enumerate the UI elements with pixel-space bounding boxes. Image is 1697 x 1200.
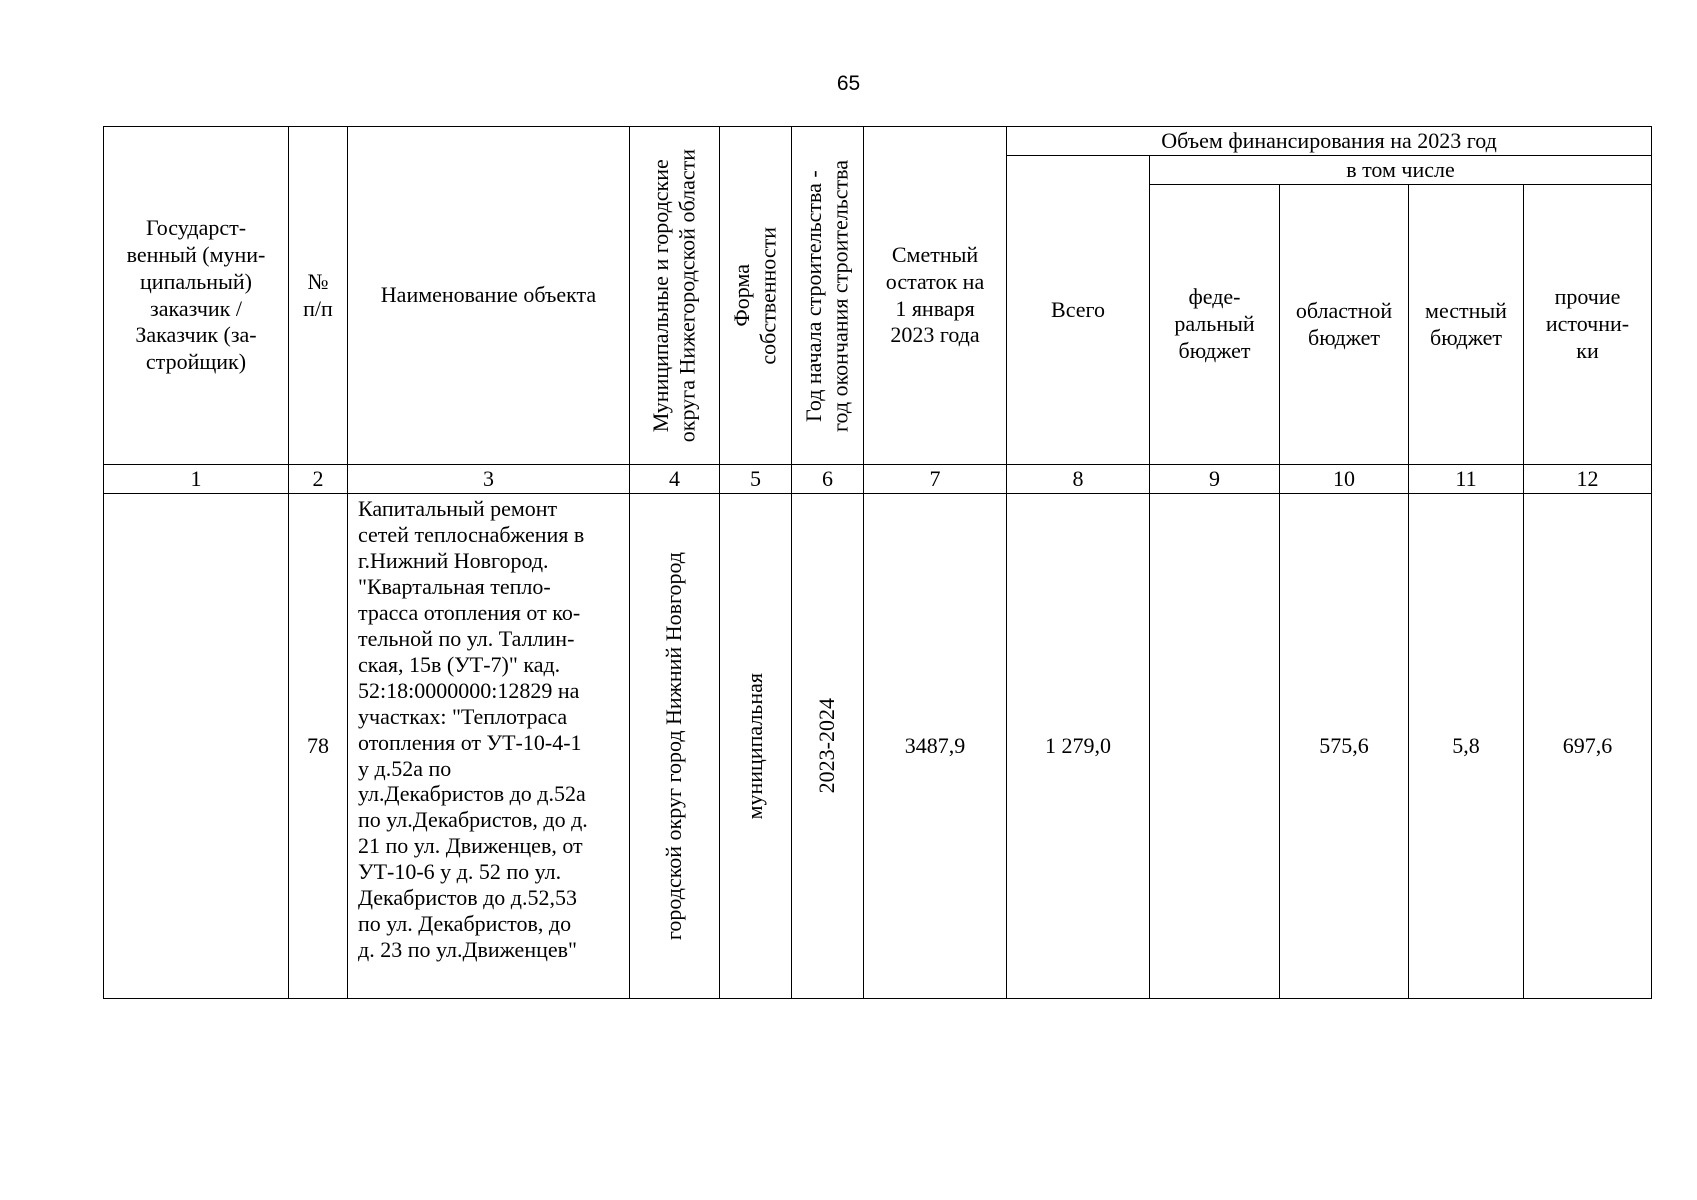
column-number: 12 (1524, 465, 1652, 494)
header-federal (1150, 185, 1280, 465)
header-local (1409, 185, 1524, 465)
row-ownership (720, 494, 792, 999)
header-funding-group-label: Объем финансирования на 2023 год (1161, 127, 1497, 153)
header-local-label: местный бюджет (1425, 297, 1507, 350)
header-including-label: в том числе (1346, 156, 1455, 182)
column-number: 10 (1280, 465, 1409, 494)
header-ownership-label: Форма собственности (729, 226, 781, 365)
header-municipality (630, 127, 720, 465)
row-object-name: Капитальный ремонт сетей теплоснабжения в г.Нижний Новгород. "Квартальная тепло- трасса отопления от ко- тельной по ул. Таллин- ская, 15в (УТ-7)" кад. 52:18:0000000:12829 на участках: "Теплотраса отопления от УТ-10-4-1 у д.52а по ул.Декабристов до д.52а по ул.Декабристов, до д. 21 по ул. Движенцев, от УТ-10-6 у д. 52 по ул. Декабристов до д.52,53 по ул. Декабристов, до д. 23 по ул.Движенцев" (348, 494, 630, 999)
header-federal-label: феде- ральный бюджет (1174, 284, 1255, 363)
row-balance: 3487,9 (864, 494, 1007, 999)
row-years (792, 494, 864, 999)
column-number: 8 (1007, 465, 1150, 494)
column-number: 2 (289, 465, 348, 494)
column-number: 6 (792, 465, 864, 494)
table-row (104, 494, 1652, 999)
row-num: 78 (289, 494, 348, 999)
column-number: 5 (720, 465, 792, 494)
row-local: 5,8 (1409, 494, 1524, 999)
column-number: 3 (348, 465, 630, 494)
funding-table (103, 126, 1652, 999)
header-years (792, 127, 864, 465)
header-other-label: прочие источни- ки (1545, 284, 1630, 363)
column-number: 4 (630, 465, 720, 494)
column-number: 11 (1409, 465, 1524, 494)
column-numbers-row (104, 465, 1652, 494)
header-years-label: Год начала строительства - год окончания строительства (801, 159, 853, 432)
header-funding-group (1007, 127, 1652, 156)
header-regional-label: областной бюджет (1295, 297, 1393, 350)
header-customer-label: Государст- венный (муни- ципальный) заказчик / Заказчик (за- стройщик) (126, 215, 266, 375)
header-ownership (720, 127, 792, 465)
header-balance (864, 127, 1007, 465)
header-customer (104, 127, 289, 465)
column-number: 7 (864, 465, 1007, 494)
row-regional: 575,6 (1280, 494, 1409, 999)
header-regional (1280, 185, 1409, 465)
header-other (1524, 185, 1652, 465)
column-number: 9 (1150, 465, 1280, 494)
header-num (289, 127, 348, 465)
row-municipality-text: городской округ город Нижний Новгород (661, 551, 687, 941)
header-municipality-label: Муниципальные и городские округа Нижегородской области (648, 148, 700, 443)
header-total-label: Всего (1051, 296, 1105, 322)
header-object-name-label: Наименование объекта (380, 282, 597, 308)
row-total: 1 279,0 (1007, 494, 1150, 999)
row-federal (1150, 494, 1280, 999)
row-ownership-text: муниципальная (742, 672, 768, 820)
row-years-text: 2023-2024 (814, 698, 840, 794)
row-other: 697,6 (1524, 494, 1652, 999)
header-total (1007, 156, 1150, 465)
column-number: 1 (104, 465, 289, 494)
header-balance-label: Сметный остаток на 1 января 2023 года (885, 241, 985, 348)
header-including (1150, 156, 1652, 185)
row-municipality (630, 494, 720, 999)
page-number: 65 (836, 72, 861, 95)
row-customer (104, 494, 289, 999)
header-object-name (348, 127, 630, 465)
header-num-label: № п/п (303, 268, 333, 321)
